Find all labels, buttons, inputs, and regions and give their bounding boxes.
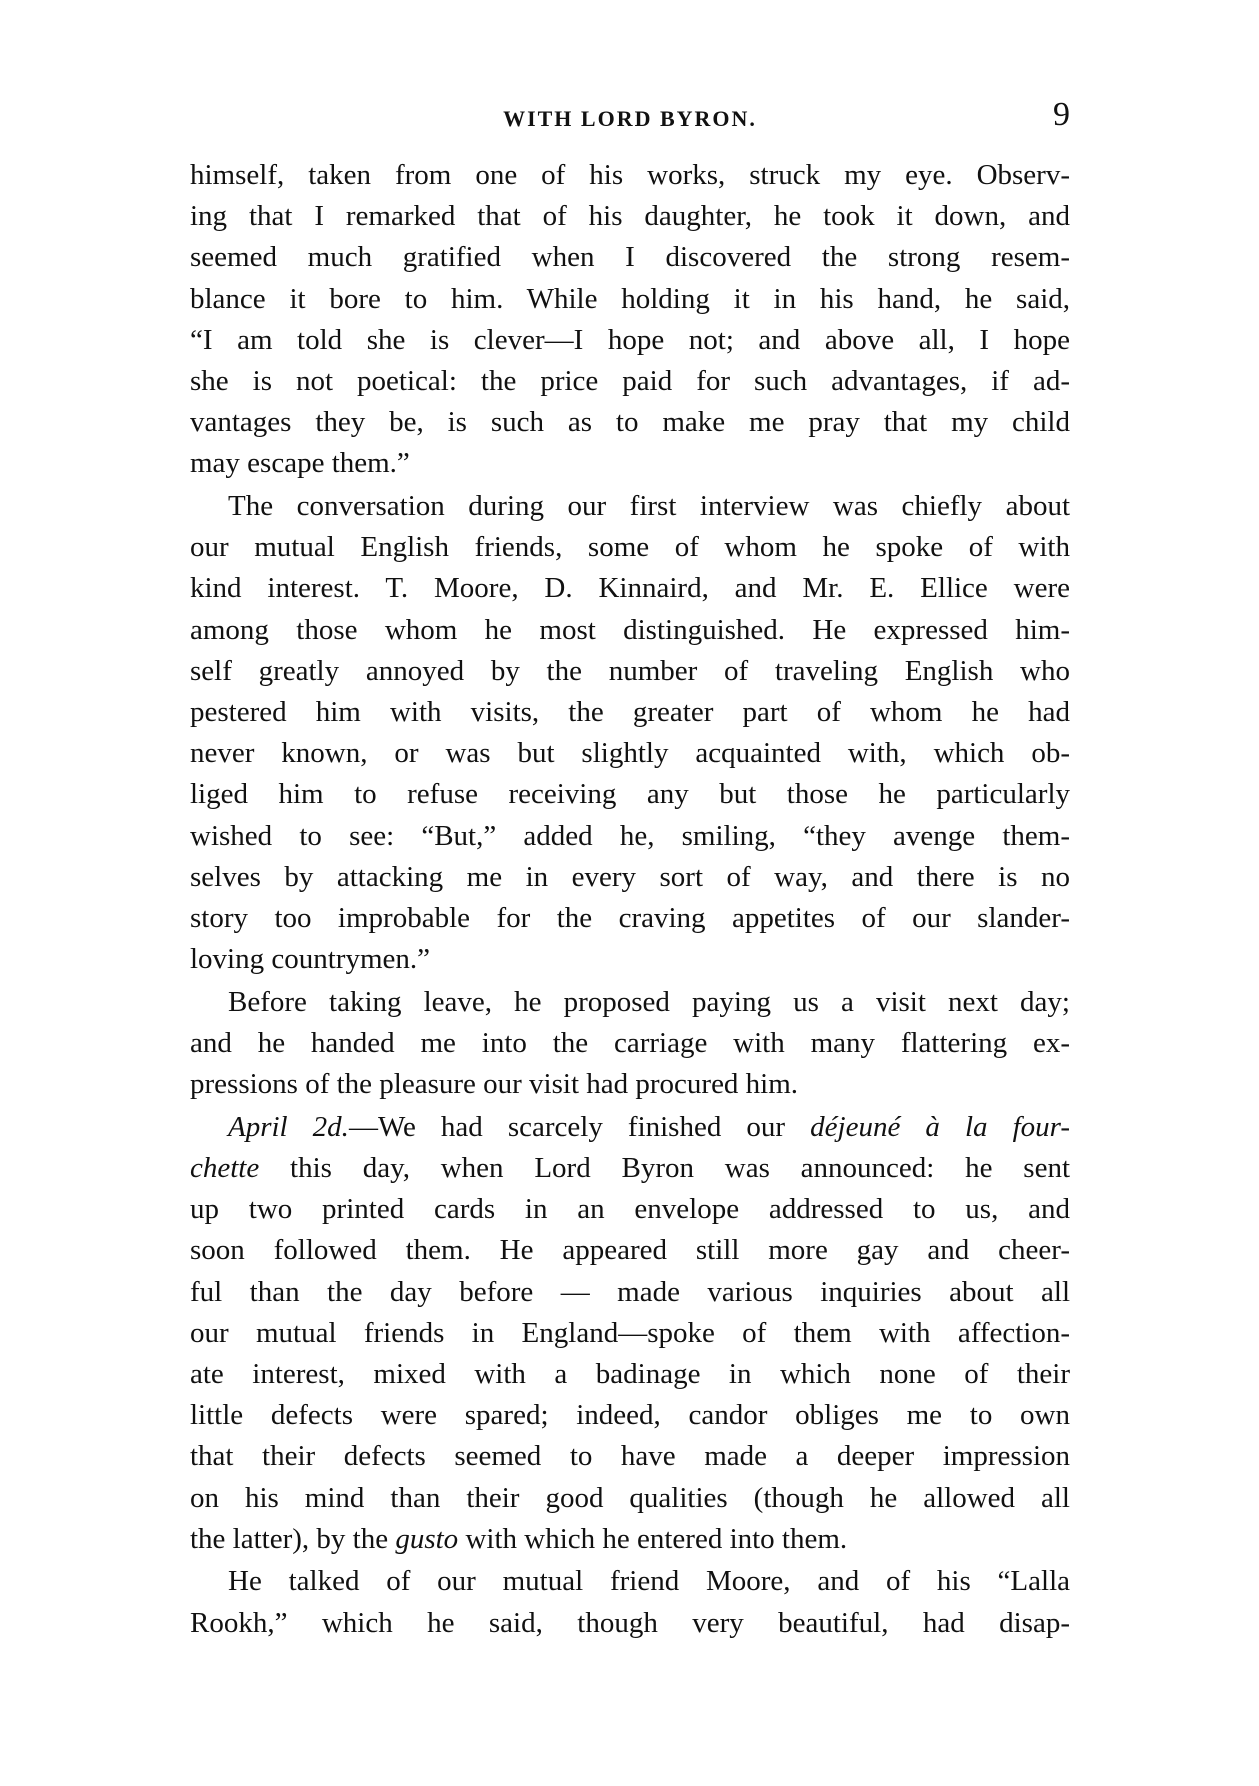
text-line: ful than the day before — made various inquiries about all bbox=[190, 1275, 1070, 1308]
page-number: 9 bbox=[1053, 96, 1070, 133]
text-line: He talked of our mutual friend Moore, and of his “Lalla bbox=[228, 1565, 1070, 1598]
text-line: Rookh,” which he said, though very beautiful, had disap- bbox=[190, 1606, 1070, 1639]
text-line: may escape them.” bbox=[190, 447, 410, 480]
text-line: and he handed me into the carriage with many flattering ex- bbox=[190, 1026, 1070, 1059]
text-line: “I am told she is clever—I hope not; and above all, I hope bbox=[190, 323, 1070, 356]
text-line: himself, taken from one of his works, struck my eye. Observ- bbox=[190, 159, 1070, 191]
text-line: seemed much gratified when I discovered the strong resem- bbox=[190, 241, 1070, 274]
text-line: ing that I remarked that of his daughter, he took it down, and bbox=[190, 200, 1070, 233]
text-line: up two printed cards in an envelope addressed to us, and bbox=[190, 1193, 1070, 1226]
text-line: soon followed them. He appeared still more gay and cheer- bbox=[190, 1234, 1070, 1267]
text-line: blance it bore to him. While holding it in his hand, he said, bbox=[190, 282, 1070, 315]
text-line: never known, or was but slightly acquainted with, which ob- bbox=[190, 737, 1070, 770]
running-title: WITH LORD BYRON. bbox=[503, 106, 757, 131]
running-header bbox=[190, 96, 1070, 146]
text-line: on his mind than their good qualities (though he allowed all bbox=[190, 1481, 1070, 1514]
text-line: pressions of the pleasure our visit had procured him. bbox=[190, 1068, 799, 1101]
text-line: our mutual friends in England—spoke of them with affection- bbox=[190, 1316, 1070, 1349]
text-line: liged him to refuse receiving any but those he particularly bbox=[190, 778, 1070, 811]
text-line: story too improbable for the craving appetites of our slander- bbox=[190, 901, 1070, 934]
text-line: among those whom he most distinguished. He expressed him- bbox=[190, 613, 1070, 646]
text-line: vantages they be, is such as to make me pray that my child bbox=[190, 406, 1070, 439]
text-line: the latter), by the gusto with which he entered into them. bbox=[190, 1522, 848, 1555]
text-line: The conversation during our first interview was chiefly about bbox=[228, 490, 1070, 522]
text-line: April 2d.—We had scarcely finished our déjeuné à la four- bbox=[228, 1110, 1070, 1143]
paragraph bbox=[190, 1107, 1070, 1560]
text-line: that their defects seemed to have made a deeper impression bbox=[190, 1440, 1070, 1473]
text-line: little defects were spared; indeed, candor obliges me to own bbox=[190, 1399, 1070, 1432]
paragraph bbox=[190, 486, 1070, 980]
text-line: pestered him with visits, the greater part of whom he had bbox=[190, 695, 1070, 728]
text-line: our mutual English friends, some of whom he spoke of with bbox=[190, 531, 1070, 564]
text-line: Before taking leave, he proposed paying us a visit next day; bbox=[228, 985, 1070, 1018]
text-line: loving countrymen.” bbox=[190, 943, 431, 976]
text-line: ate interest, mixed with a badinage in which none of their bbox=[190, 1357, 1070, 1390]
body-text bbox=[190, 155, 1070, 1645]
text-line: self greatly annoyed by the number of traveling English who bbox=[190, 654, 1070, 687]
text-line: she is not poetical: the price paid for such advantages, if ad- bbox=[190, 364, 1070, 397]
paragraph bbox=[190, 155, 1070, 485]
text-line: kind interest. T. Moore, D. Kinnaird, and Mr. E. Ellice were bbox=[190, 572, 1070, 605]
paragraph bbox=[190, 1561, 1070, 1643]
text-line: selves by attacking me in every sort of way, and there is no bbox=[190, 860, 1070, 893]
text-line: wished to see: “But,” added he, smiling, “they avenge them- bbox=[190, 819, 1070, 852]
paragraph bbox=[190, 982, 1070, 1106]
text-line: chette this day, when Lord Byron was announced: he sent bbox=[190, 1152, 1070, 1184]
